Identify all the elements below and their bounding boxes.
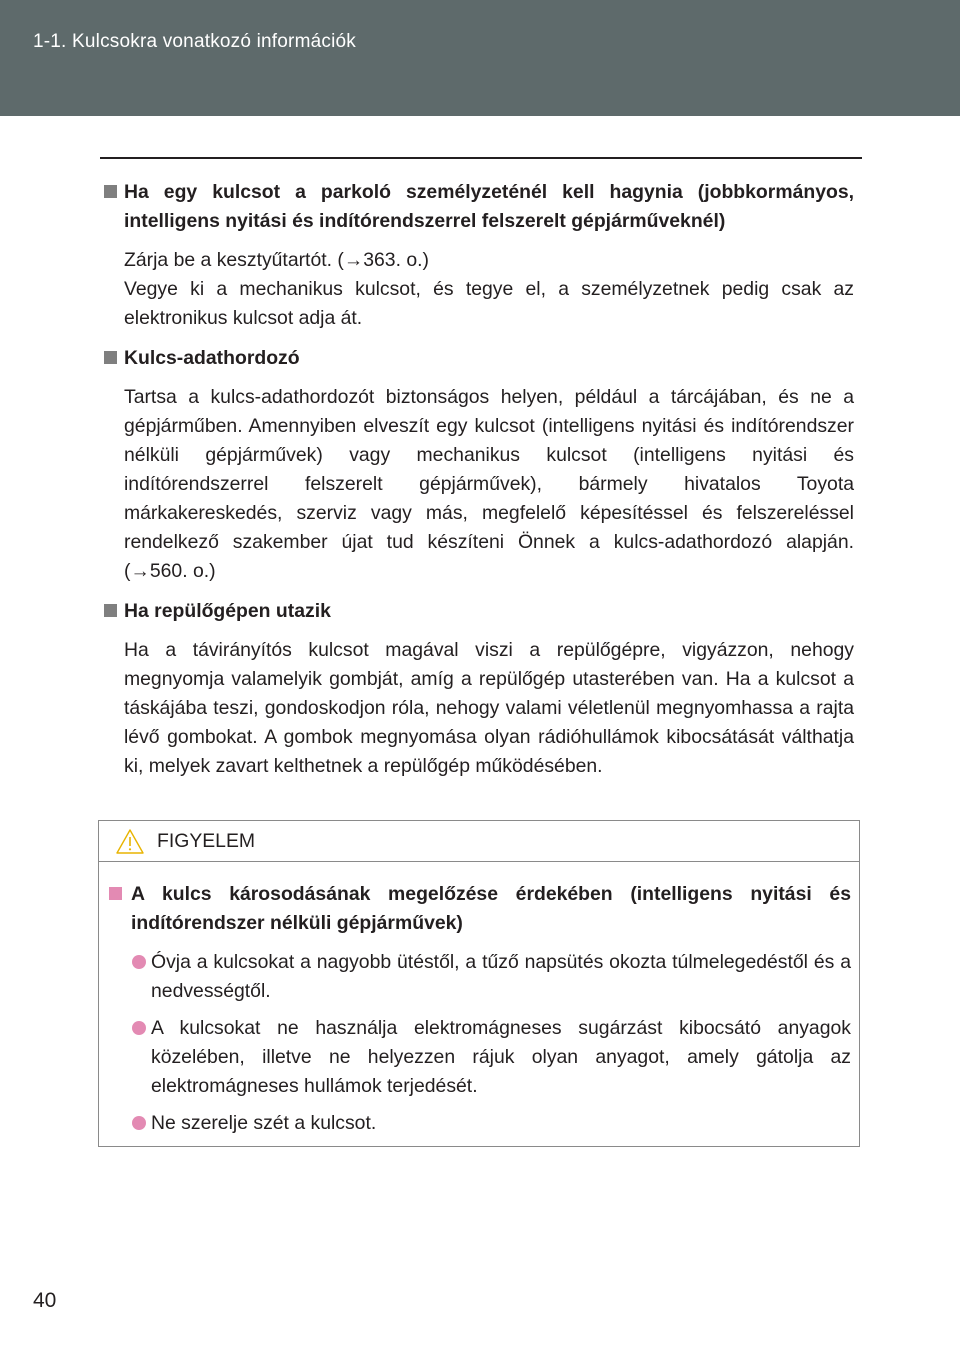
paragraph: Tartsa a kulcs-adathordozót biztonságos helyen, például a tárcájában, és ne a gépjárműben. Amennyiben elveszít egy kulcsot (intelligens nyitási és indítórendszer nélküli gépjárművek) vagy mechanikus kulcsot (intelligens nyitási és indítórendszerrel felszerelt gépjárművek), bármely hivatalos Toyota márkakereskedés, szerviz vagy más, megfelelő képesítéssel és felszereléssel rendelkező szakember újat tud készíteni Önnek a kulcs-adathordozó alapján. (→560. o.) bbox=[124, 386, 854, 582]
page-header bbox=[0, 0, 960, 116]
warning-triangle-icon bbox=[115, 828, 145, 855]
warning-bullet: Óvja a kulcsokat a nagyobb ütéstől, a tűző napsütés okozta túlmelegedéstől és a nedvességtől. bbox=[107, 948, 851, 1006]
warning-bullet: A kulcsokat ne használja elektromágneses sugárzást kibocsátó anyagok közelében, illetve ne helyezzen rájuk olyan anyagot, amely gátolja az elektromágneses hullámok terjedését. bbox=[107, 1014, 851, 1101]
section-heading: Ha repülőgépen utazik bbox=[100, 597, 854, 626]
square-bullet-icon bbox=[104, 351, 117, 364]
warning-heading: A kulcs károsodásának megelőzése érdekében (intelligens nyitási és indítórendszer nélküli gépjárművek) bbox=[107, 880, 851, 938]
warning-title: FIGYELEM bbox=[157, 830, 256, 852]
square-bullet-icon bbox=[104, 604, 117, 617]
round-bullet-icon bbox=[132, 955, 146, 969]
round-bullet-icon bbox=[132, 1116, 146, 1130]
warning-box-header bbox=[99, 821, 859, 862]
warning-bullet: Ne szerelje szét a kulcsot. bbox=[107, 1109, 851, 1138]
round-bullet-icon bbox=[132, 1021, 146, 1035]
warning-body bbox=[99, 862, 859, 1138]
main-content bbox=[100, 178, 854, 781]
square-bullet-icon bbox=[104, 185, 117, 198]
top-rule bbox=[100, 157, 862, 159]
paragraph: Ha a távirányítós kulcsot magával viszi a repülőgépre, vigyázzon, nehogy megnyomja valamelyik gombját, amíg a repülőgép utasterében van. Ha a kulcsot a táskájába teszi, gondoskodjon róla, nehogy valami véletlenül megnyomhassa a rajta lévő gombokat. A gombok megnyomása olyan rádióhullámok kibocsátását válthatja ki, melyek zavart kelthetnek a repülőgép működésében. bbox=[124, 639, 854, 777]
paragraph: Zárja be a kesztyűtartót. (→363. o.) bbox=[124, 249, 429, 271]
section-heading: Ha egy kulcsot a parkoló személyzeténél kell hagynia (jobbkormányos, intelligens nyitási és indítórendszerrel felszerelt gépjárműveknél) bbox=[100, 178, 854, 236]
paragraph: Vegye ki a mechanikus kulcsot, és tegye el, a személyzetnek pedig csak az elektronikus kulcsot adja át. bbox=[124, 278, 854, 329]
section-heading: Kulcs-adathordozó bbox=[100, 344, 854, 373]
section-title: 1-1. Kulcsokra vonatkozó információk bbox=[33, 31, 356, 52]
page-number: 40 bbox=[33, 1289, 57, 1312]
warning-box bbox=[98, 820, 860, 1147]
square-bullet-icon bbox=[109, 887, 122, 900]
